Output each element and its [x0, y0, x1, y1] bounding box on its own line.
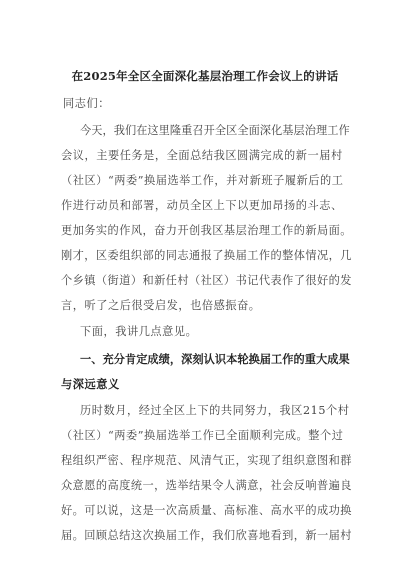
paragraph-line: （社区）“两委”换届选举工作已全面顺利完成。整个过	[61, 429, 344, 442]
paragraph-line: 好。可以说，这是一次高质量、高标准、高水平的成功换	[61, 504, 352, 517]
paragraph-line: 更加务实的作风，奋力开创我区基层治理工作的新局面。	[61, 224, 352, 237]
salutation: 同志们：	[63, 97, 110, 110]
paragraph-line: 今天，我们在这里隆重召开全区全面深化基层治理工作	[80, 124, 350, 137]
paragraph-line: 言，听了之后很受启发，也倍感振奋。	[61, 299, 261, 312]
paragraph-line: 刚才，区委组织部的同志通报了换届工作的整体情况，几	[61, 249, 352, 262]
paragraph-line: 众意愿的高度统一，选举结果令人满意，社会反响普遍良	[61, 479, 352, 492]
paragraph-line: 程组织严密、程序规范、风清气正，实现了组织意图和群	[61, 454, 352, 467]
paragraph-line: 历时数月，经过全区上下的共同努力，我区215个村	[80, 404, 350, 417]
section-heading: 一、充分肯定成绩，深刻认识本轮换届工作的重大成果	[80, 352, 350, 366]
paragraph-line: 届。回顾总结这次换届工作，我们欣喜地看到，新一届村	[61, 529, 352, 542]
paragraph-line: （社区）“两委”换届选举工作，并对新班子履新后的工	[61, 174, 344, 187]
section-heading: 与深远意义	[61, 377, 120, 391]
paragraph-line: 下面，我讲几点意见。	[80, 325, 198, 338]
paragraph-line: 个乡镇（街道）和新任村（社区）书记代表作了很好的发	[61, 274, 352, 287]
paragraph-line: 作进行动员和部署，动员全区上下以更加昂扬的斗志、	[61, 199, 343, 212]
paragraph-line: 会议，主要任务是，全面总结我区圆满完成的新一届村	[61, 149, 343, 162]
document-title: 在2025年全区全面深化基层治理工作会议上的讲话	[71, 69, 339, 83]
